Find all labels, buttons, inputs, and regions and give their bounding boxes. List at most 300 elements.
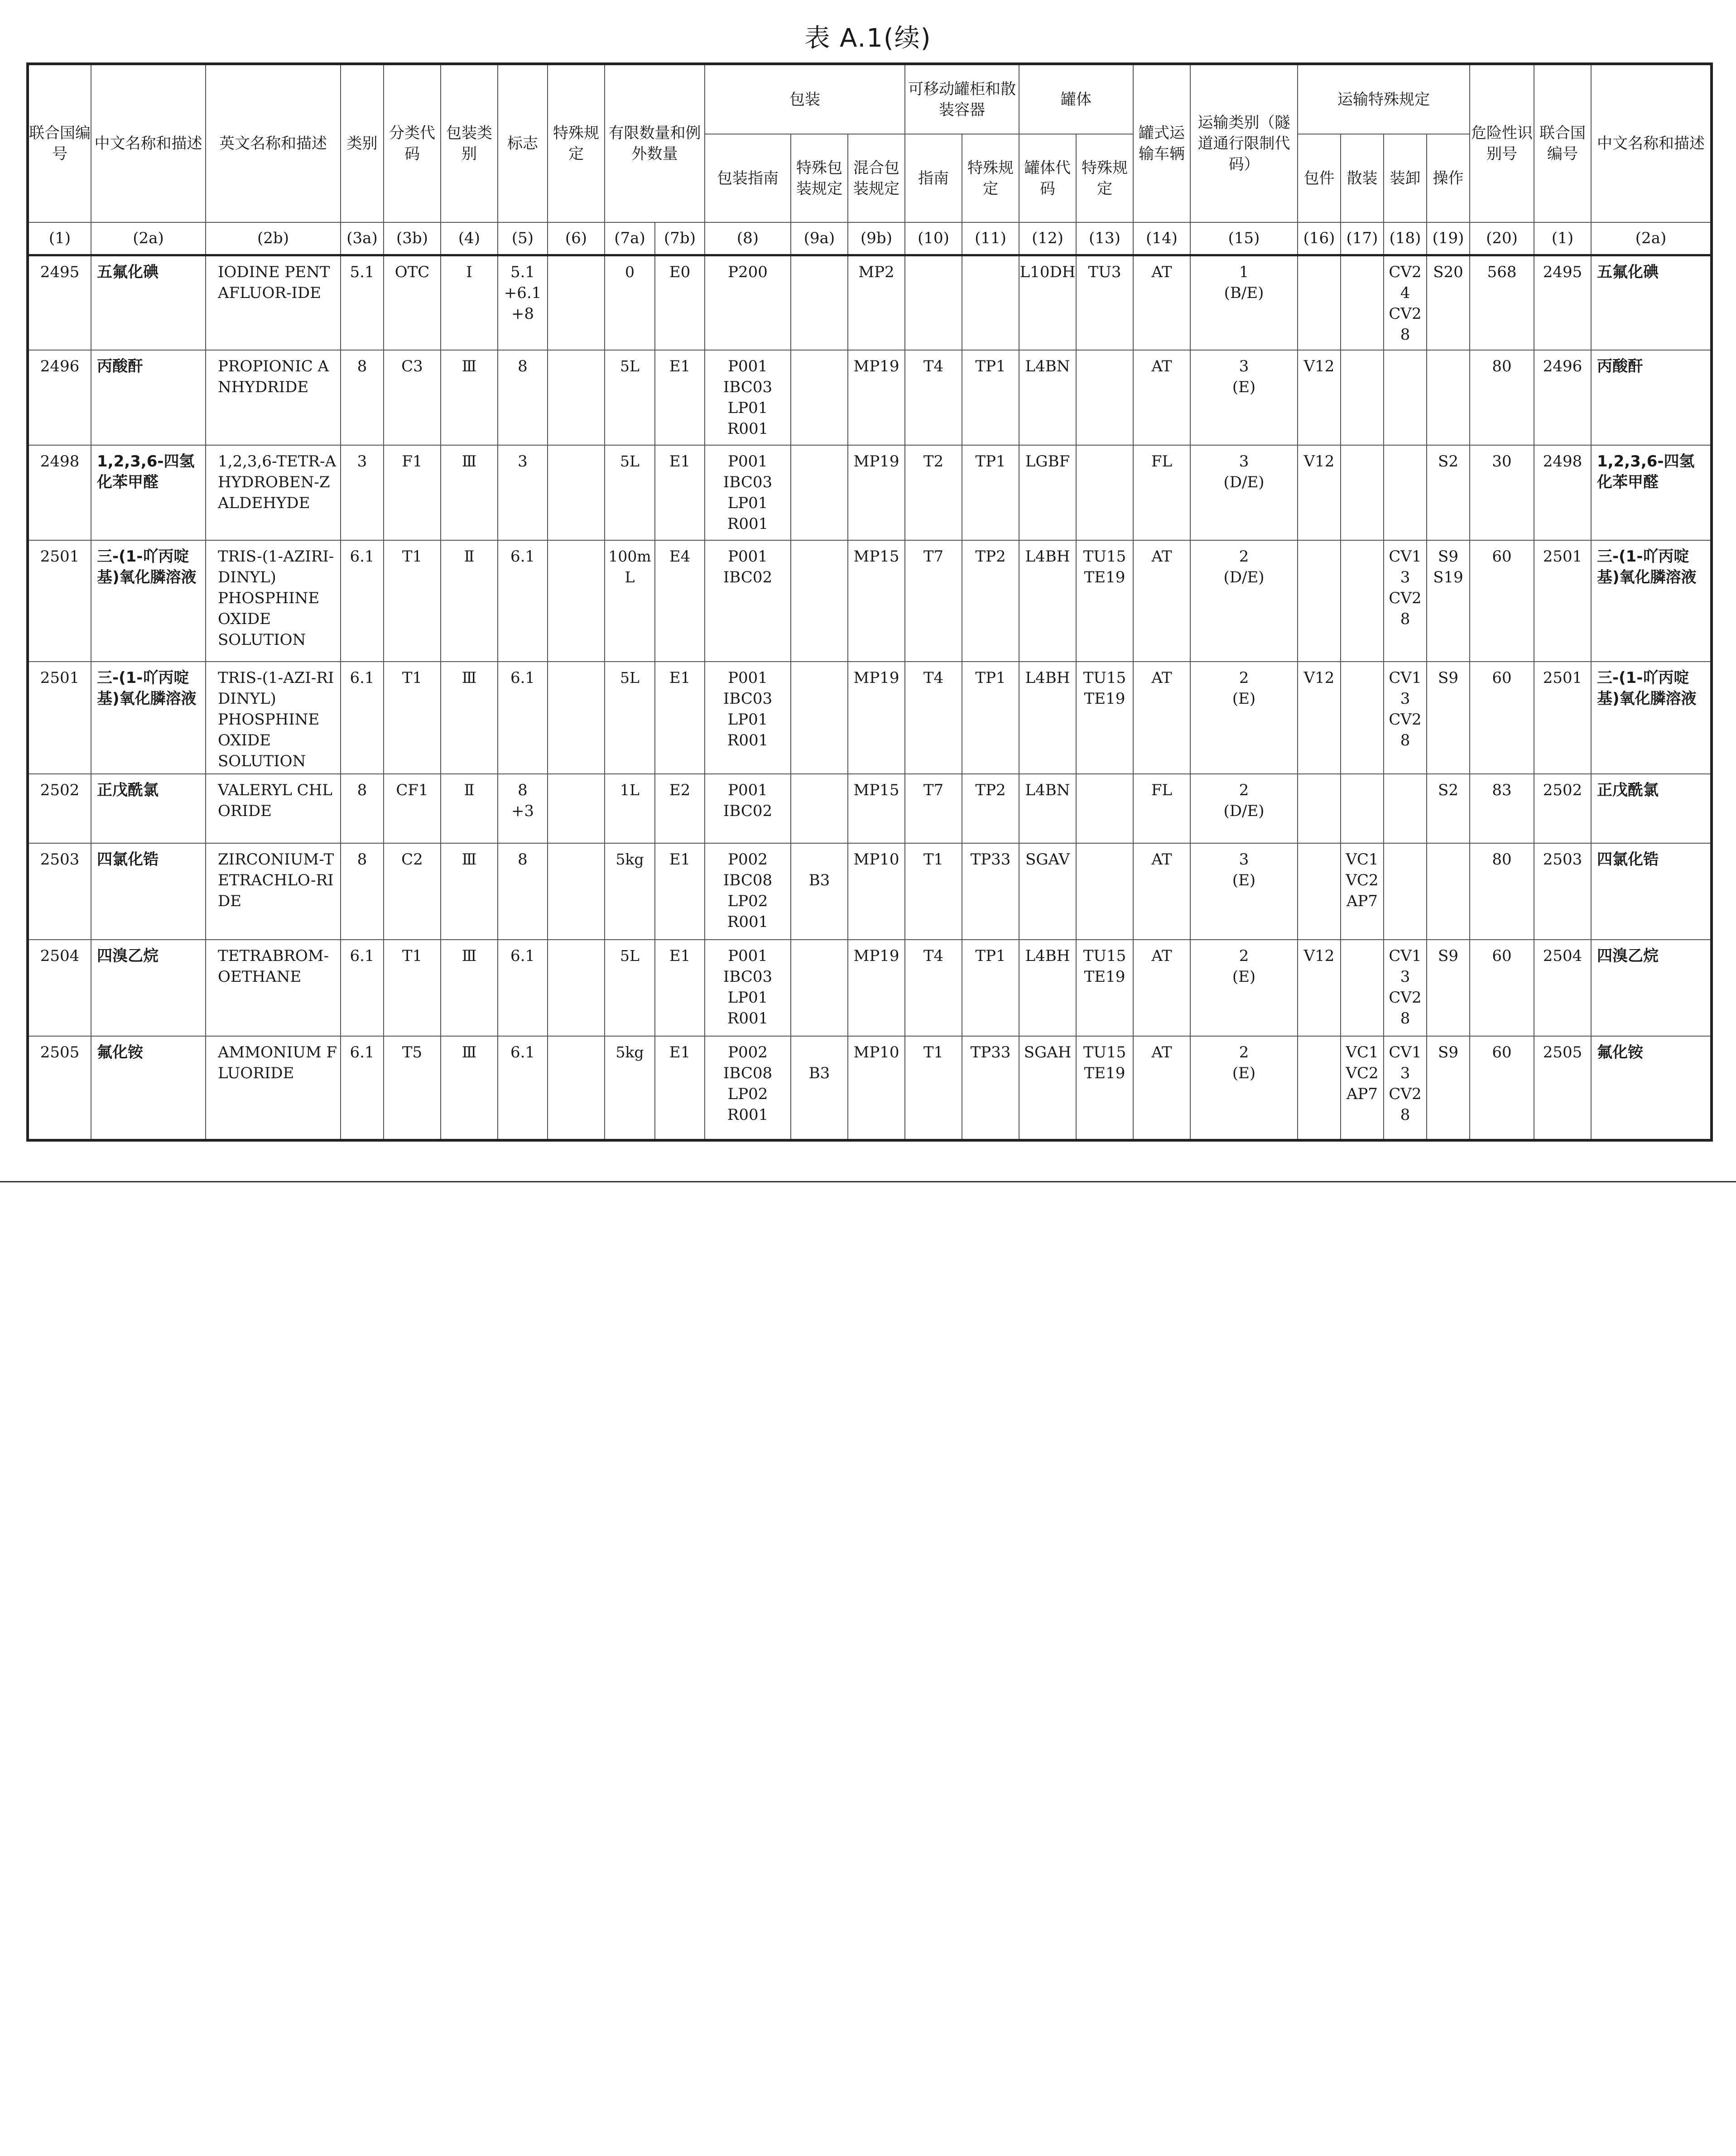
table-cell: 5kg bbox=[605, 1036, 655, 1140]
table-cell bbox=[548, 540, 605, 662]
table-cell: T4 bbox=[905, 662, 962, 774]
table-cell: MP19 bbox=[848, 445, 905, 540]
table-cell: TU15 TE19 bbox=[1076, 1036, 1133, 1140]
table-cell: 2501 bbox=[1534, 662, 1591, 774]
table-cell: 568 bbox=[1470, 255, 1534, 350]
table-cell: C3 bbox=[384, 350, 441, 445]
header-un-no-right: 联合国编号 bbox=[1534, 64, 1591, 222]
table-cell: V12 bbox=[1298, 445, 1341, 540]
table-cell: TU3 bbox=[1076, 255, 1133, 350]
header-packaging: 包装 bbox=[705, 64, 905, 134]
table-cell: E1 bbox=[655, 445, 705, 540]
table-cell: 80 bbox=[1470, 350, 1534, 445]
column-number: (2b) bbox=[206, 222, 341, 255]
table-cell: S2 bbox=[1427, 774, 1470, 843]
table-cell bbox=[1427, 350, 1470, 445]
table-cell: Ⅲ bbox=[441, 350, 498, 445]
table-cell: 三-(1-吖丙啶基)氧化膦溶液 bbox=[91, 540, 206, 662]
table-cell: 6.1 bbox=[341, 662, 384, 774]
column-number: (13) bbox=[1076, 222, 1133, 255]
table-cell: T2 bbox=[905, 445, 962, 540]
table-cell: B3 bbox=[791, 843, 848, 940]
header-mixed-packing: 混合包装规定 bbox=[848, 134, 905, 222]
table-row bbox=[28, 940, 1712, 1036]
table-cell: 四溴乙烷 bbox=[91, 940, 206, 1036]
column-number: (15) bbox=[1190, 222, 1298, 255]
table-cell: 丙酸酐 bbox=[91, 350, 206, 445]
table-cell bbox=[905, 255, 962, 350]
table-cell: P001 IBC02 bbox=[705, 540, 791, 662]
table-cell: MP15 bbox=[848, 540, 905, 662]
table-cell: SGAH bbox=[1019, 1036, 1076, 1140]
table-cell: TP1 bbox=[962, 445, 1019, 540]
column-number: (3b) bbox=[384, 222, 441, 255]
table-cell bbox=[1384, 350, 1427, 445]
header-name-cn: 中文名称和描述 bbox=[91, 64, 206, 222]
column-number: (14) bbox=[1133, 222, 1190, 255]
table-cell: MP10 bbox=[848, 1036, 905, 1140]
table-cell: E4 bbox=[655, 540, 705, 662]
header-packages: 包件 bbox=[1298, 134, 1341, 222]
table-cell bbox=[1298, 1036, 1341, 1140]
table-cell: FL bbox=[1133, 774, 1190, 843]
table-cell: Ⅲ bbox=[441, 843, 498, 940]
table-cell: P001 IBC03 LP01 R001 bbox=[705, 940, 791, 1036]
table-cell: L4BN bbox=[1019, 350, 1076, 445]
table-cell: Ⅱ bbox=[441, 774, 498, 843]
table-cell: 三-(1-吖丙啶基)氧化膦溶液 bbox=[1591, 540, 1712, 662]
header-name-en: 英文名称和描述 bbox=[206, 64, 341, 222]
table-cell: 0 bbox=[605, 255, 655, 350]
table-row bbox=[28, 445, 1712, 540]
table-cell: P200 bbox=[705, 255, 791, 350]
table-cell: S9 S19 bbox=[1427, 540, 1470, 662]
column-number: (7a) bbox=[605, 222, 655, 255]
table-cell: 6.1 bbox=[341, 940, 384, 1036]
table-cell: Ⅲ bbox=[441, 445, 498, 540]
table-cell: 8 bbox=[341, 350, 384, 445]
header-special-provisions: 特殊规定 bbox=[548, 64, 605, 222]
table-cell: L4BH bbox=[1019, 540, 1076, 662]
table-cell: 1,2,3,6-TETR-AHYDROBEN-ZALDEHYDE bbox=[206, 445, 341, 540]
table-row bbox=[28, 350, 1712, 445]
table-cell: T5 bbox=[384, 1036, 441, 1140]
table-cell: MP10 bbox=[848, 843, 905, 940]
table-cell: V12 bbox=[1298, 940, 1341, 1036]
table-cell: OTC bbox=[384, 255, 441, 350]
header-transport-category: 运输类别（隧道通行限制代码） bbox=[1190, 64, 1298, 222]
table-cell: T1 bbox=[905, 1036, 962, 1140]
table-cell: 2503 bbox=[1534, 843, 1591, 940]
header-tank-special: 特殊规定 bbox=[1076, 134, 1133, 222]
table-cell: 2504 bbox=[28, 940, 91, 1036]
table-cell: 6.1 bbox=[341, 1036, 384, 1140]
table-cell: 丙酸酐 bbox=[1591, 350, 1712, 445]
table-cell: AT bbox=[1133, 662, 1190, 774]
table-cell: 2502 bbox=[1534, 774, 1591, 843]
column-number: (18) bbox=[1384, 222, 1427, 255]
table-cell: P001 IBC03 LP01 R001 bbox=[705, 350, 791, 445]
table-cell: 四溴乙烷 bbox=[1591, 940, 1712, 1036]
table-cell: 30 bbox=[1470, 445, 1534, 540]
table-cell: 2496 bbox=[1534, 350, 1591, 445]
table-cell: C2 bbox=[384, 843, 441, 940]
table-cell: 2502 bbox=[28, 774, 91, 843]
table-body bbox=[28, 255, 1712, 1140]
table-cell bbox=[791, 445, 848, 540]
table-cell: 五氟化碘 bbox=[1591, 255, 1712, 350]
table-cell: 三-(1-吖丙啶基)氧化膦溶液 bbox=[1591, 662, 1712, 774]
table-cell: F1 bbox=[384, 445, 441, 540]
column-number: (1) bbox=[28, 222, 91, 255]
column-number: (12) bbox=[1019, 222, 1076, 255]
table-cell: T7 bbox=[905, 540, 962, 662]
table-cell: 6.1 bbox=[341, 540, 384, 662]
column-number: (8) bbox=[705, 222, 791, 255]
table-cell: S20 bbox=[1427, 255, 1470, 350]
table-cell: Ⅲ bbox=[441, 940, 498, 1036]
table-cell: E1 bbox=[655, 843, 705, 940]
table-cell: 100mL bbox=[605, 540, 655, 662]
table-cell: AT bbox=[1133, 1036, 1190, 1140]
table-cell: 2 (E) bbox=[1190, 1036, 1298, 1140]
table-cell: 5L bbox=[605, 662, 655, 774]
table-cell: E1 bbox=[655, 662, 705, 774]
table-cell: FL bbox=[1133, 445, 1190, 540]
table-cell bbox=[548, 940, 605, 1036]
table-cell: 1L bbox=[605, 774, 655, 843]
header-pack-special: 特殊包装规定 bbox=[791, 134, 848, 222]
table-cell: CV13 CV28 bbox=[1384, 940, 1427, 1036]
table-cell: MP19 bbox=[848, 662, 905, 774]
table-cell: 5L bbox=[605, 940, 655, 1036]
table-cell: IODINE PENTAFLUOR-IDE bbox=[206, 255, 341, 350]
table-cell bbox=[1298, 774, 1341, 843]
table-cell: 3 (E) bbox=[1190, 843, 1298, 940]
column-number: (9b) bbox=[848, 222, 905, 255]
table-cell: TU15 TE19 bbox=[1076, 540, 1133, 662]
table-cell: P001 IBC03 LP01 R001 bbox=[705, 445, 791, 540]
table-cell: MP15 bbox=[848, 774, 905, 843]
table-row bbox=[28, 540, 1712, 662]
header-un-no: 联合国编号 bbox=[28, 64, 91, 222]
table-cell: 8 bbox=[498, 843, 548, 940]
header-hazard-id: 危险性识别号 bbox=[1470, 64, 1534, 222]
table-cell: 2501 bbox=[28, 662, 91, 774]
table-cell: 氟化铵 bbox=[1591, 1036, 1712, 1140]
table-cell bbox=[1298, 843, 1341, 940]
table-cell: 2496 bbox=[28, 350, 91, 445]
table-cell: ZIRCONIUM-TETRACHLO-RIDE bbox=[206, 843, 341, 940]
table-cell bbox=[1341, 350, 1384, 445]
table-cell: S9 bbox=[1427, 1036, 1470, 1140]
table-cell bbox=[791, 350, 848, 445]
table-row bbox=[28, 843, 1712, 940]
table-cell: 6.1 bbox=[498, 940, 548, 1036]
table-cell bbox=[1076, 774, 1133, 843]
table-cell: 3 bbox=[341, 445, 384, 540]
table-cell: S2 bbox=[1427, 445, 1470, 540]
table-cell: 2495 bbox=[1534, 255, 1591, 350]
table-cell bbox=[548, 662, 605, 774]
table-cell: T4 bbox=[905, 350, 962, 445]
table-cell: 2 (D/E) bbox=[1190, 774, 1298, 843]
table-cell: 60 bbox=[1470, 540, 1534, 662]
table-cell bbox=[791, 774, 848, 843]
column-number: (9a) bbox=[791, 222, 848, 255]
table-cell: 2 (D/E) bbox=[1190, 540, 1298, 662]
table-cell bbox=[791, 662, 848, 774]
column-number: (2a) bbox=[1591, 222, 1712, 255]
header-bulk: 散装 bbox=[1341, 134, 1384, 222]
table-cell: 正戊酰氯 bbox=[1591, 774, 1712, 843]
table-cell: Ⅱ bbox=[441, 540, 498, 662]
table-cell: Ⅲ bbox=[441, 662, 498, 774]
table-cell: PROPIONIC ANHYDRIDE bbox=[206, 350, 341, 445]
table-cell: T1 bbox=[384, 662, 441, 774]
table-cell: Ⅰ bbox=[441, 255, 498, 350]
table-cell bbox=[791, 540, 848, 662]
table-cell: P001 IBC02 bbox=[705, 774, 791, 843]
table-cell bbox=[548, 774, 605, 843]
table-cell bbox=[548, 1036, 605, 1140]
table-cell: V12 bbox=[1298, 350, 1341, 445]
table-cell bbox=[1341, 540, 1384, 662]
table-cell: 3 bbox=[498, 445, 548, 540]
header-name-cn-right: 中文名称和描述 bbox=[1591, 64, 1712, 222]
table-cell: TU15 TE19 bbox=[1076, 662, 1133, 774]
table-cell bbox=[1076, 843, 1133, 940]
table-cell: P001 IBC03 LP01 R001 bbox=[705, 662, 791, 774]
header-tank-code: 罐体代码 bbox=[1019, 134, 1076, 222]
table-cell: 四氯化锆 bbox=[1591, 843, 1712, 940]
column-number-row bbox=[28, 222, 1712, 255]
table-cell: MP2 bbox=[848, 255, 905, 350]
table-row bbox=[28, 774, 1712, 843]
table-cell: 2 (E) bbox=[1190, 662, 1298, 774]
table-cell: 5L bbox=[605, 350, 655, 445]
table-row bbox=[28, 1036, 1712, 1140]
column-number: (1) bbox=[1534, 222, 1591, 255]
table-cell bbox=[1341, 774, 1384, 843]
table-cell: 80 bbox=[1470, 843, 1534, 940]
table-cell: 正戊酰氯 bbox=[91, 774, 206, 843]
table-cell: 8 bbox=[498, 350, 548, 445]
table-cell: 五氟化碘 bbox=[91, 255, 206, 350]
table-cell: TP2 bbox=[962, 774, 1019, 843]
table-cell: T1 bbox=[905, 843, 962, 940]
table-cell: 60 bbox=[1470, 662, 1534, 774]
table-cell: P002 IBC08 LP02 R001 bbox=[705, 843, 791, 940]
table-cell: T7 bbox=[905, 774, 962, 843]
table-cell: LGBF bbox=[1019, 445, 1076, 540]
table-cell: E1 bbox=[655, 1036, 705, 1140]
table-cell: 8 bbox=[341, 843, 384, 940]
table-cell: AMMONIUM FLUORIDE bbox=[206, 1036, 341, 1140]
table-cell: Ⅲ bbox=[441, 1036, 498, 1140]
table-cell: 3 (E) bbox=[1190, 350, 1298, 445]
table-cell bbox=[1384, 774, 1427, 843]
table-cell: 四氯化锆 bbox=[91, 843, 206, 940]
table-cell: 6.1 bbox=[498, 662, 548, 774]
header-limited-quantities: 有限数量和例外数量 bbox=[605, 64, 705, 222]
table-cell: TRIS-(1-AZI-RIDINYL) PHOSPHINE OXIDE SOLUTION bbox=[206, 662, 341, 774]
table-cell: TP2 bbox=[962, 540, 1019, 662]
table-row bbox=[28, 662, 1712, 774]
table-row bbox=[28, 255, 1712, 350]
table-cell: CV13 CV28 bbox=[1384, 662, 1427, 774]
table-cell: E2 bbox=[655, 774, 705, 843]
table-cell: AT bbox=[1133, 350, 1190, 445]
table-cell: MP19 bbox=[848, 940, 905, 1036]
table-cell: S9 bbox=[1427, 940, 1470, 1036]
table-cell bbox=[548, 255, 605, 350]
table-cell: AT bbox=[1133, 255, 1190, 350]
table-cell: VC1 VC2 AP7 bbox=[1341, 843, 1384, 940]
table-cell: 2 (E) bbox=[1190, 940, 1298, 1036]
table-cell: CV13 CV28 bbox=[1384, 1036, 1427, 1140]
table-cell: AT bbox=[1133, 940, 1190, 1036]
table-cell: AT bbox=[1133, 540, 1190, 662]
table-cell: VALERYL CHLORIDE bbox=[206, 774, 341, 843]
table-cell: 2501 bbox=[1534, 540, 1591, 662]
table-cell: TP33 bbox=[962, 843, 1019, 940]
table-cell: TP1 bbox=[962, 662, 1019, 774]
table-cell: 5L bbox=[605, 445, 655, 540]
table-cell: 2501 bbox=[28, 540, 91, 662]
table-cell: L4BH bbox=[1019, 940, 1076, 1036]
table-title: 表 A.1(续) bbox=[804, 24, 932, 53]
column-number: (19) bbox=[1427, 222, 1470, 255]
table-cell bbox=[1341, 445, 1384, 540]
column-number: (2a) bbox=[91, 222, 206, 255]
table-cell bbox=[1427, 843, 1470, 940]
table-cell: 2495 bbox=[28, 255, 91, 350]
table-cell bbox=[1076, 445, 1133, 540]
header-packing-group: 包装类别 bbox=[441, 64, 498, 222]
table-cell: P002 IBC08 LP02 R001 bbox=[705, 1036, 791, 1140]
table-cell bbox=[962, 255, 1019, 350]
table-cell: B3 bbox=[791, 1036, 848, 1140]
table-cell: T1 bbox=[384, 540, 441, 662]
table-cell: 6.1 bbox=[498, 1036, 548, 1140]
table-cell: E1 bbox=[655, 940, 705, 1036]
table-cell bbox=[548, 350, 605, 445]
table-cell: CV13 CV28 bbox=[1384, 540, 1427, 662]
table-cell bbox=[1298, 540, 1341, 662]
table-cell: L4BH bbox=[1019, 662, 1076, 774]
header-special-transport: 运输特殊规定 bbox=[1298, 64, 1470, 134]
table-cell bbox=[1341, 255, 1384, 350]
table-cell: E0 bbox=[655, 255, 705, 350]
table-cell: TETRABROM-OETHANE bbox=[206, 940, 341, 1036]
table-cell: VC1 VC2 AP7 bbox=[1341, 1036, 1384, 1140]
column-number: (17) bbox=[1341, 222, 1384, 255]
dangerous-goods-table bbox=[26, 62, 1713, 1142]
header-tank: 罐体 bbox=[1019, 64, 1133, 134]
table-cell: 2505 bbox=[1534, 1036, 1591, 1140]
table-cell: TP1 bbox=[962, 940, 1019, 1036]
table-cell: TRIS-(1-AZIRI-DINYL) PHOSPHINE OXIDE SOLUTION bbox=[206, 540, 341, 662]
table-cell: L4BN bbox=[1019, 774, 1076, 843]
column-number: (7b) bbox=[655, 222, 705, 255]
column-number: (5) bbox=[498, 222, 548, 255]
table-cell: 8 +3 bbox=[498, 774, 548, 843]
table-cell: 3 (D/E) bbox=[1190, 445, 1298, 540]
table-cell: 5kg bbox=[605, 843, 655, 940]
table-cell: S9 bbox=[1427, 662, 1470, 774]
header-loading: 装卸 bbox=[1384, 134, 1427, 222]
column-number: (16) bbox=[1298, 222, 1341, 255]
column-number: (6) bbox=[548, 222, 605, 255]
table-cell: 6.1 bbox=[498, 540, 548, 662]
table-cell bbox=[548, 843, 605, 940]
table-cell: 2503 bbox=[28, 843, 91, 940]
header-vehicle: 罐式运输车辆 bbox=[1133, 64, 1190, 222]
table-cell: TP1 bbox=[962, 350, 1019, 445]
table-cell: L10DH bbox=[1019, 255, 1076, 350]
table-cell: T1 bbox=[384, 940, 441, 1036]
table-cell bbox=[791, 940, 848, 1036]
table-cell: 2498 bbox=[1534, 445, 1591, 540]
header-pack-instructions: 包装指南 bbox=[705, 134, 791, 222]
header-class-code: 分类代码 bbox=[384, 64, 441, 222]
table-cell: 5.1 +6.1 +8 bbox=[498, 255, 548, 350]
column-number: (4) bbox=[441, 222, 498, 255]
table-cell: 83 bbox=[1470, 774, 1534, 843]
table-cell: 60 bbox=[1470, 1036, 1534, 1140]
table-cell bbox=[548, 445, 605, 540]
table-cell bbox=[1384, 445, 1427, 540]
header-class: 类别 bbox=[341, 64, 384, 222]
table-cell: MP19 bbox=[848, 350, 905, 445]
header-pt-instructions: 指南 bbox=[905, 134, 962, 222]
table-cell bbox=[1384, 843, 1427, 940]
table-cell: V12 bbox=[1298, 662, 1341, 774]
table-cell: 1 (B/E) bbox=[1190, 255, 1298, 350]
table-cell: SGAV bbox=[1019, 843, 1076, 940]
table-cell: E1 bbox=[655, 350, 705, 445]
column-number: (11) bbox=[962, 222, 1019, 255]
header-portable-tanks: 可移动罐柜和散装容器 bbox=[905, 64, 1019, 134]
table-cell: CV24 CV28 bbox=[1384, 255, 1427, 350]
table-cell bbox=[1076, 350, 1133, 445]
table-cell: 2505 bbox=[28, 1036, 91, 1140]
header-labels: 标志 bbox=[498, 64, 548, 222]
table-cell bbox=[1341, 940, 1384, 1036]
table-cell bbox=[1341, 662, 1384, 774]
table-cell bbox=[791, 255, 848, 350]
table-cell: 1,2,3,6-四氢化苯甲醛 bbox=[1591, 445, 1712, 540]
page-divider bbox=[0, 1181, 1736, 1182]
table-cell: TU15 TE19 bbox=[1076, 940, 1133, 1036]
table-cell: 5.1 bbox=[341, 255, 384, 350]
table-cell: 2498 bbox=[28, 445, 91, 540]
table-cell: 8 bbox=[341, 774, 384, 843]
table-cell: CF1 bbox=[384, 774, 441, 843]
table-cell: T4 bbox=[905, 940, 962, 1036]
column-number: (10) bbox=[905, 222, 962, 255]
table-cell: 2504 bbox=[1534, 940, 1591, 1036]
header-operation: 操作 bbox=[1427, 134, 1470, 222]
header-pt-special: 特殊规定 bbox=[962, 134, 1019, 222]
table-cell: 氟化铵 bbox=[91, 1036, 206, 1140]
table-cell bbox=[1298, 255, 1341, 350]
table-cell: AT bbox=[1133, 843, 1190, 940]
table-cell: 60 bbox=[1470, 940, 1534, 1036]
column-number: (20) bbox=[1470, 222, 1534, 255]
column-number: (3a) bbox=[341, 222, 384, 255]
